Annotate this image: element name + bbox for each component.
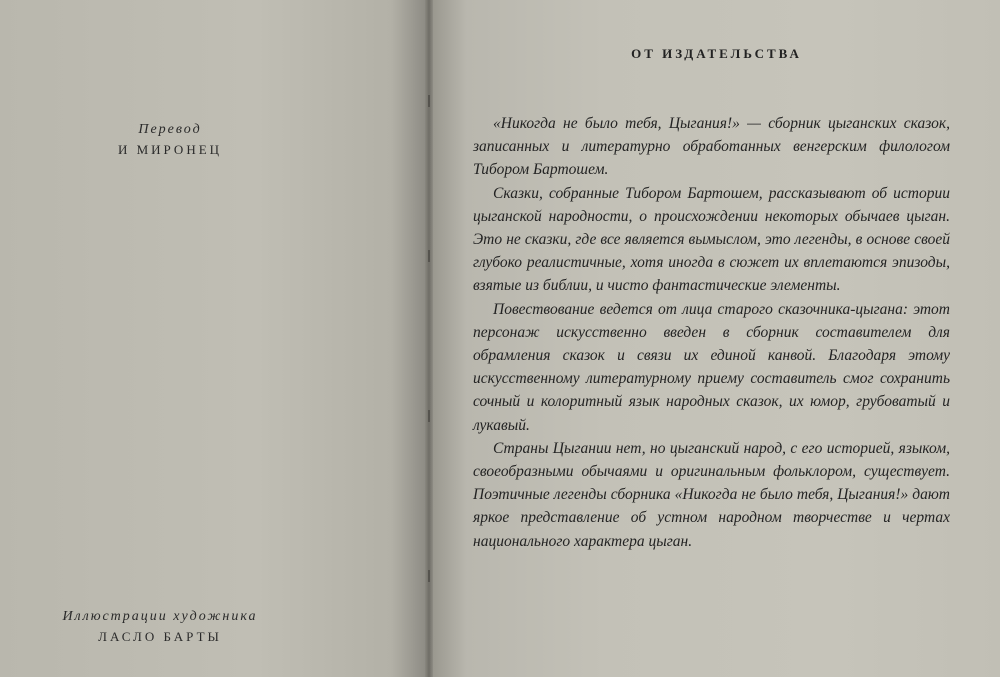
translation-credit	[100, 120, 240, 160]
paragraph: Страны Цыгании нет, но цыганский народ, с его историей, языком, своеобразными обычаями и оригинальным фольклором, существует. Поэтичные легенды сборника «Никогда не было тебя, Цыгания!» дают яркое представление об устном народном творчестве и чертах национального характера цыган.	[473, 439, 950, 550]
publisher-note	[473, 112, 950, 553]
paragraph: Повествование ведется от лица старого сказочника-цыгана: этот персонаж искусственно введен в сборник составителем для обрамления сказок и связи их единой канвой. Благодаря этому искусственному литературному приему составитель смог сохранить сочный и колоритный язык народных сказок, их юмор, грубоватый и лукавый.	[473, 300, 950, 434]
illustrations-label: Иллюстрации художника	[62, 609, 258, 624]
left-page	[0, 0, 425, 677]
binding-stitch	[428, 95, 430, 107]
translation-label: Перевод	[138, 122, 202, 137]
binding-stitch	[428, 250, 430, 262]
translator-name: И МИРОНЕЦ	[117, 142, 223, 157]
illustration-credit	[10, 607, 310, 647]
illustrator-name: ЛАСЛО БАРТЫ	[98, 629, 222, 644]
paragraph: Сказки, собранные Тибором Бартошем, рассказывают об истории цыганской народности, о происхождении некоторых обычаев цыган. Это не сказки, где все является вымыслом, это легенды, в основе своей глубоко реалистичные, хотя иногда в сюжет их вплетаются эпизоды, взятые из библии, и чисто фантастические элементы.	[473, 184, 950, 295]
binding-stitch	[428, 570, 430, 582]
paragraph: «Никогда не было тебя, Цыгания!» — сборник цыганских сказок, записанных и литературно обработанных венгерским филологом Тибором Бартошем.	[473, 115, 950, 179]
binding-stitch	[428, 410, 430, 422]
section-heading: ОТ ИЗДАТЕЛЬСТВА	[631, 46, 802, 61]
